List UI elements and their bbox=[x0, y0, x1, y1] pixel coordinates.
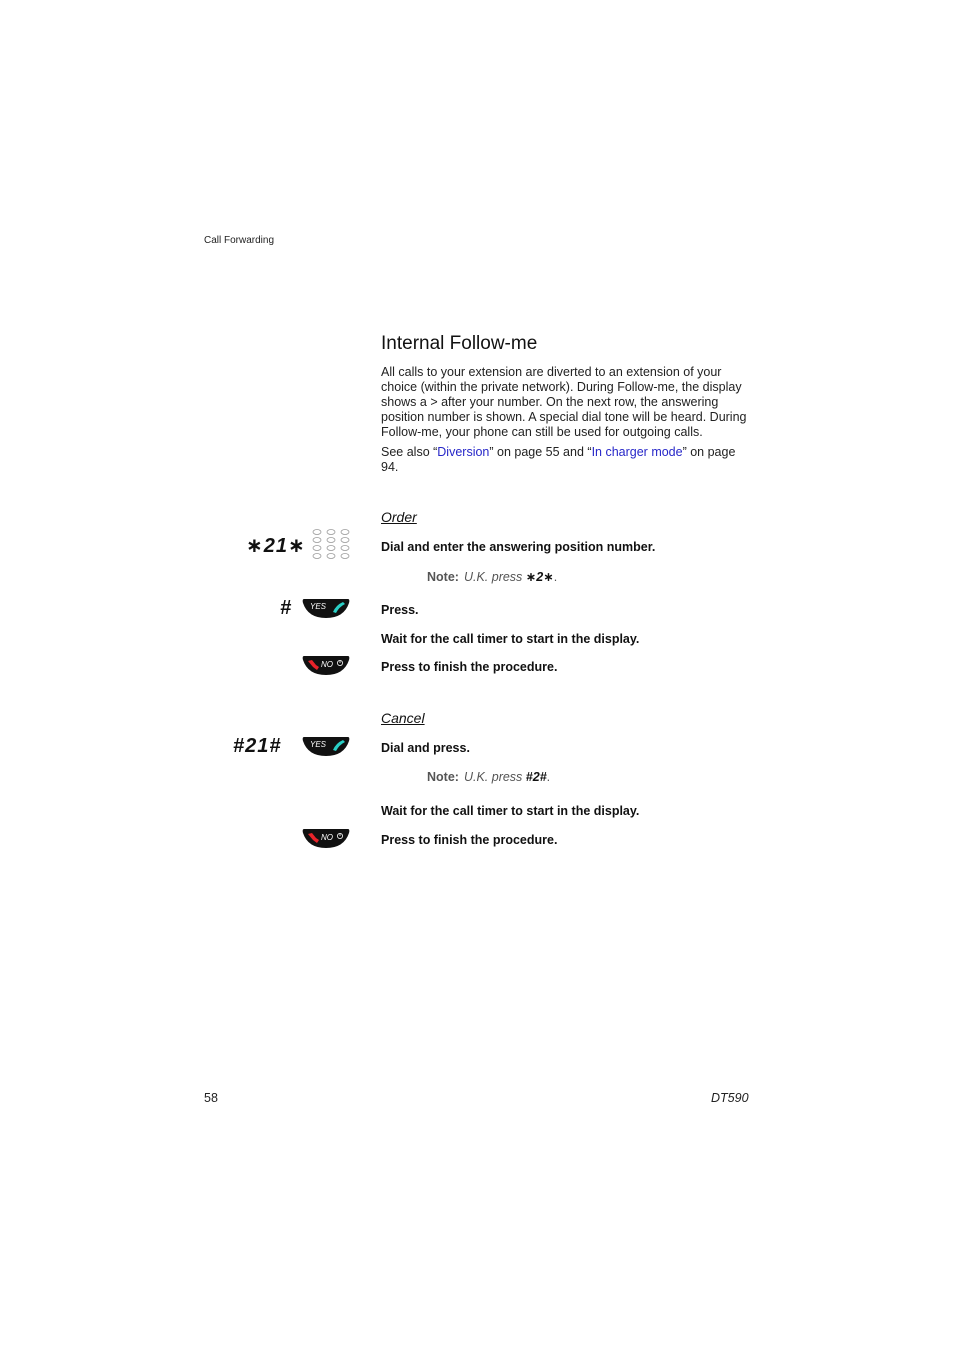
svg-text:NO: NO bbox=[321, 833, 333, 842]
keypad-icon bbox=[310, 528, 352, 560]
order-heading: Order bbox=[381, 509, 417, 525]
order-step-wait: Wait for the call timer to start in the display. bbox=[381, 632, 640, 646]
in-charger-mode-link[interactable]: In charger mode bbox=[591, 445, 683, 459]
cancel-step-wait: Wait for the call timer to start in the display. bbox=[381, 804, 640, 818]
see-also-paragraph: See also “Diversion” on page 55 and “In charger mode” on page 94. bbox=[381, 445, 736, 474]
order-note: Note: U.K. press ∗2∗. bbox=[427, 570, 558, 584]
cancel-step-finish: Press to finish the procedure. bbox=[381, 833, 558, 847]
order-step-press: Press. bbox=[381, 603, 419, 617]
cancel-heading: Cancel bbox=[381, 710, 425, 726]
intro-paragraph: All calls to your extension are diverted to an extension of your choice (within the private network). During Follow-me, the display shows a > after your number. On the next row, the answering position number is shown. A special dial tone will be heard. During Follow-me, your phone can still be used for outgoing calls. bbox=[381, 365, 747, 439]
cancel-key-code: #21# bbox=[233, 735, 282, 757]
cancel-step-dial: Dial and press. bbox=[381, 741, 470, 755]
order-step-dial: Dial and enter the answering position number. bbox=[381, 540, 656, 554]
running-header: Call Forwarding bbox=[204, 235, 275, 246]
order-step-finish: Press to finish the procedure. bbox=[381, 660, 558, 674]
svg-text:YES: YES bbox=[310, 740, 327, 749]
cancel-note: Note: U.K. press #2#. bbox=[427, 770, 551, 784]
order-hash-key: # bbox=[280, 597, 293, 619]
diversion-link[interactable]: Diversion bbox=[437, 445, 490, 459]
order-key-code: ∗21∗ bbox=[246, 535, 306, 557]
page-title: Internal Follow-me bbox=[381, 333, 538, 354]
yes-key-icon bbox=[302, 597, 350, 619]
no-key-icon bbox=[302, 654, 350, 676]
no-key-icon bbox=[302, 827, 350, 849]
svg-text:YES: YES bbox=[310, 602, 327, 611]
page-number: 58 bbox=[204, 1091, 218, 1105]
yes-key-icon bbox=[302, 735, 350, 757]
svg-text:NO: NO bbox=[321, 660, 333, 669]
model-name: DT590 bbox=[711, 1091, 749, 1105]
